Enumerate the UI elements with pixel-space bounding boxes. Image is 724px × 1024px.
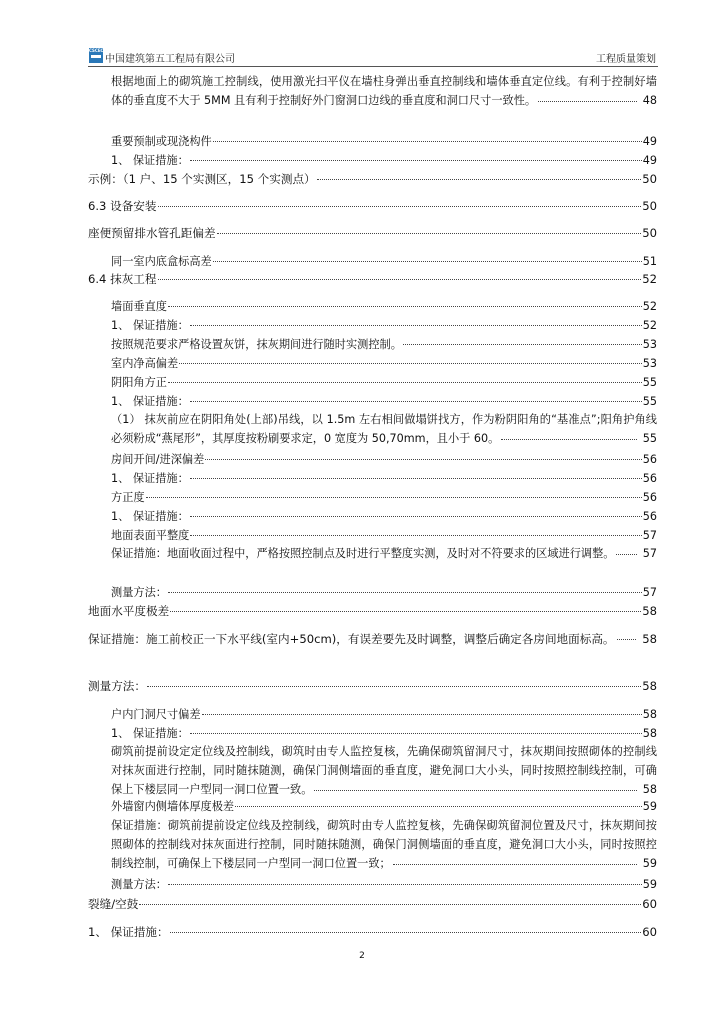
toc-entry[interactable] — [111, 356, 657, 372]
toc-entry-title: 1、 保证措施： — [88, 925, 169, 939]
toc-leader-dots — [403, 344, 642, 345]
toc-entry-page: 52 — [642, 272, 657, 286]
toc-entry-page: 58 — [642, 604, 657, 618]
toc-entry-page: 56 — [642, 491, 657, 504]
toc-entry-title: 1、 保证措施： — [111, 510, 189, 523]
toc-leader-dots — [146, 497, 642, 498]
toc-leader-dots — [205, 459, 641, 460]
toc-entry-page: 59 — [642, 800, 657, 813]
toc-entry[interactable] — [88, 225, 657, 241]
toc-leader-dots — [168, 884, 642, 885]
toc-leader-dots — [538, 101, 637, 102]
toc-entry-page: 58 — [642, 727, 657, 740]
toc-leader-dots — [190, 401, 642, 402]
toc-entry-page: 56 — [642, 510, 657, 523]
toc-entry-page: 51 — [642, 255, 657, 268]
toc-entry[interactable] — [111, 337, 657, 353]
toc-entry-page: 57 — [642, 586, 657, 599]
toc-entry[interactable] — [88, 678, 657, 694]
company-name: 中国建筑第五工程局有限公司 — [105, 54, 235, 65]
toc-entry-title: 1、 保证措施： — [111, 395, 189, 408]
toc-entry-title: 重要预制或现浇构件 — [111, 135, 212, 148]
toc-entry-multiline[interactable] — [111, 410, 657, 448]
toc-entry[interactable] — [111, 134, 657, 150]
toc-entry[interactable] — [111, 726, 657, 742]
toc-entry-page: 58 — [642, 708, 657, 721]
toc-entry-multiline[interactable] — [88, 628, 657, 650]
toc-entry[interactable] — [88, 271, 657, 287]
document-title: 工程质量策划 — [596, 54, 656, 65]
toc-entry-page: 59 — [642, 878, 657, 891]
toc-leader-dots — [317, 179, 642, 180]
toc-entry[interactable] — [111, 153, 657, 169]
toc-entry[interactable] — [111, 509, 657, 525]
toc-leader-dots — [190, 325, 642, 326]
toc-entry-page: 56 — [642, 472, 657, 485]
toc-leader-dots — [168, 306, 642, 307]
toc-entry-page: 58 — [642, 783, 657, 796]
toc-leader-dots — [190, 478, 642, 479]
toc-entry-title: 同一室内底盒标高差 — [111, 255, 212, 268]
toc-leader-dots — [190, 160, 642, 161]
toc-entry-page: 50 — [642, 172, 657, 186]
toc-entry-title: 方正度 — [111, 491, 145, 504]
toc-entry-title: 测量方法： — [88, 679, 146, 693]
toc-entry-title: 保证措施：地面收面过程中，严格按照控制点及时进行平整度实测，及时对不符要求的区域进行调整。 — [111, 547, 615, 560]
page-number: 2 — [359, 951, 365, 961]
toc-entry-title: 按照规范要求严格设置灰饼，抹灰期间进行随时实测控制。 — [111, 338, 402, 351]
toc-entry-title: 裂缝/空鼓 — [88, 897, 139, 911]
company-logo-icon: CSCEC — [89, 48, 103, 63]
page-header — [88, 48, 658, 67]
toc-entry-page: 56 — [642, 453, 657, 466]
toc-entry-title: 测量方法： — [111, 878, 167, 891]
toc-entry-title: 地面水平度极差 — [88, 604, 170, 618]
toc-entry[interactable] — [88, 198, 657, 214]
toc-entry-page: 50 — [642, 199, 657, 213]
toc-entry[interactable] — [111, 707, 657, 723]
toc-entry[interactable] — [111, 799, 657, 815]
toc-leader-dots — [217, 233, 642, 234]
toc-entry-page: 60 — [642, 897, 657, 911]
toc-entry-page: 50 — [642, 226, 657, 240]
toc-entry-title: 测量方法： — [111, 586, 167, 599]
toc-leader-dots — [168, 592, 642, 593]
toc-entry-page: 55 — [642, 395, 657, 408]
toc-leader-dots — [179, 363, 642, 364]
toc-entry[interactable] — [111, 585, 657, 601]
toc-leader-dots — [235, 806, 642, 807]
toc-entry-title: 保证措施：施工前校正一下水平线(室内+50cm)，有误差要先及时调整，调整后确定各房间地面标高。 — [88, 632, 615, 646]
toc-leader-dots — [170, 932, 642, 933]
toc-entry-title: 保证措施：砌筑前提前设定位线及控制线，砌筑时由专人监控复核，先确保砌筑留洞位置及尺寸，抹灰期间按照砌体的控制线对抹灰面进行控制，同时随抹随测，确保门洞侧墙面的垂直度，避免洞口大小头，同时按照控制线控制，可确保上下楼层同一户型同一洞口位置一致； — [111, 819, 657, 870]
toc-entry-page: 52 — [642, 300, 657, 313]
toc-entry[interactable] — [88, 171, 657, 187]
toc-entry-title: 室内净高偏差 — [111, 357, 179, 370]
toc-entry-page: 49 — [642, 135, 657, 148]
toc-entry[interactable] — [111, 490, 657, 506]
toc-entry[interactable] — [88, 924, 657, 940]
toc-entry-title: 外墙窗内侧墙体厚度极差 — [111, 800, 235, 813]
toc-entry-page: 52 — [642, 319, 657, 332]
toc-entry[interactable] — [111, 394, 657, 410]
toc-leader-dots — [190, 535, 641, 536]
toc-leader-dots — [213, 141, 642, 142]
toc-leader-dots — [190, 516, 642, 517]
toc-entry[interactable] — [111, 299, 657, 315]
toc-entry-page: 60 — [642, 925, 657, 939]
toc-entry-page: 57 — [642, 529, 657, 542]
toc-entry[interactable] — [111, 877, 657, 893]
toc-entry-page: 53 — [642, 357, 657, 370]
toc-entry-title: 房间开间/进深偏差 — [111, 453, 205, 466]
toc-leader-dots — [617, 639, 637, 640]
toc-entry[interactable] — [111, 471, 657, 487]
toc-entry[interactable] — [111, 528, 657, 544]
toc-leader-dots — [170, 611, 641, 612]
toc-leader-dots — [314, 790, 636, 791]
toc-entry-page: 57 — [642, 547, 657, 560]
toc-entry-title: 6.3 设备安装 — [88, 199, 157, 213]
toc-entry-page: 48 — [642, 94, 657, 107]
toc-leader-dots — [616, 554, 636, 555]
toc-entry-title: （1） 抹灰前应在阴阳角处(上部)吊线，以 1.5m 左右相间做塌饼找方，作为粉阴阳角的“基准点”;阳角护角线必须粉成“燕尾形”，其厚度按粉刷要求定，0 宽度为 50,70mm，且小于 60。 — [111, 413, 657, 445]
toc-entry-title: 示例：（1 户、15 个实测区，15 个实测点） — [88, 172, 316, 186]
toc-entry[interactable] — [111, 452, 657, 468]
toc-entry-title: 6.4 抹灰工程 — [88, 272, 157, 286]
toc-entry[interactable] — [88, 896, 657, 912]
toc-entry[interactable] — [111, 318, 657, 334]
toc-entry-title: 砌筑前提前设定定位线及控制线，砌筑时由专人监控复核，先确保砌筑留洞尺寸，抹灰期间按照砌体的控制线对抹灰面进行控制，同时随抹随测，确保门洞侧墙面的垂直度，避免洞口大小头，同时按照控制线控制，可确保上下楼层同一户型同一洞口位置一致。 — [111, 745, 657, 796]
toc-entry-title: 1、 保证措施： — [111, 472, 189, 485]
toc-entry-multiline[interactable] — [111, 72, 657, 110]
toc-entry[interactable] — [88, 603, 657, 619]
toc-entry-multiline[interactable] — [111, 742, 657, 799]
toc-entry-page: 49 — [642, 154, 657, 167]
toc-leader-dots — [168, 382, 642, 383]
toc-leader-dots — [158, 206, 642, 207]
toc-entry-title: 1、 保证措施： — [111, 727, 189, 740]
toc-entry-title: 墙面垂直度 — [111, 300, 167, 313]
toc-entry-page: 58 — [642, 632, 657, 646]
toc-entry-title: 户内门洞尺寸偏差 — [111, 708, 201, 721]
toc-entry-multiline[interactable] — [111, 544, 657, 563]
toc-entry-title: 地面表面平整度 — [111, 529, 190, 542]
toc-entry-title: 1、 保证措施： — [111, 154, 189, 167]
toc-entry-title: 座便预留排水管孔距偏差 — [88, 226, 216, 240]
toc-leader-dots — [393, 864, 637, 865]
toc-entry-page: 55 — [642, 376, 657, 389]
toc-leader-dots — [190, 733, 642, 734]
toc-leader-dots — [202, 714, 642, 715]
toc-entry[interactable] — [111, 375, 657, 391]
toc-entry-page: 58 — [642, 679, 657, 693]
toc-entry-title: 根据地面上的砌筑施工控制线，使用激光扫平仪在墙柱身弹出垂直控制线和墙体垂直定位线。有利于控制好墙体的垂直度不大于 5MM 且有利于控制好外门窗洞口边线的垂直度和洞口尺寸一致性。 — [111, 75, 657, 107]
toc-leader-dots — [139, 904, 641, 905]
toc-entry-page: 55 — [642, 432, 657, 445]
toc-leader-dots — [158, 279, 642, 280]
toc-entry[interactable] — [111, 254, 657, 270]
toc-entry-title: 1、 保证措施： — [111, 319, 189, 332]
toc-entry-multiline[interactable] — [111, 816, 657, 873]
toc-entry-title: 阴阳角方正 — [111, 376, 167, 389]
toc-leader-dots — [147, 686, 641, 687]
toc-leader-dots — [213, 261, 642, 262]
toc-entry-page: 53 — [642, 338, 657, 351]
toc-leader-dots — [501, 439, 636, 440]
toc-entry-page: 59 — [642, 857, 657, 870]
